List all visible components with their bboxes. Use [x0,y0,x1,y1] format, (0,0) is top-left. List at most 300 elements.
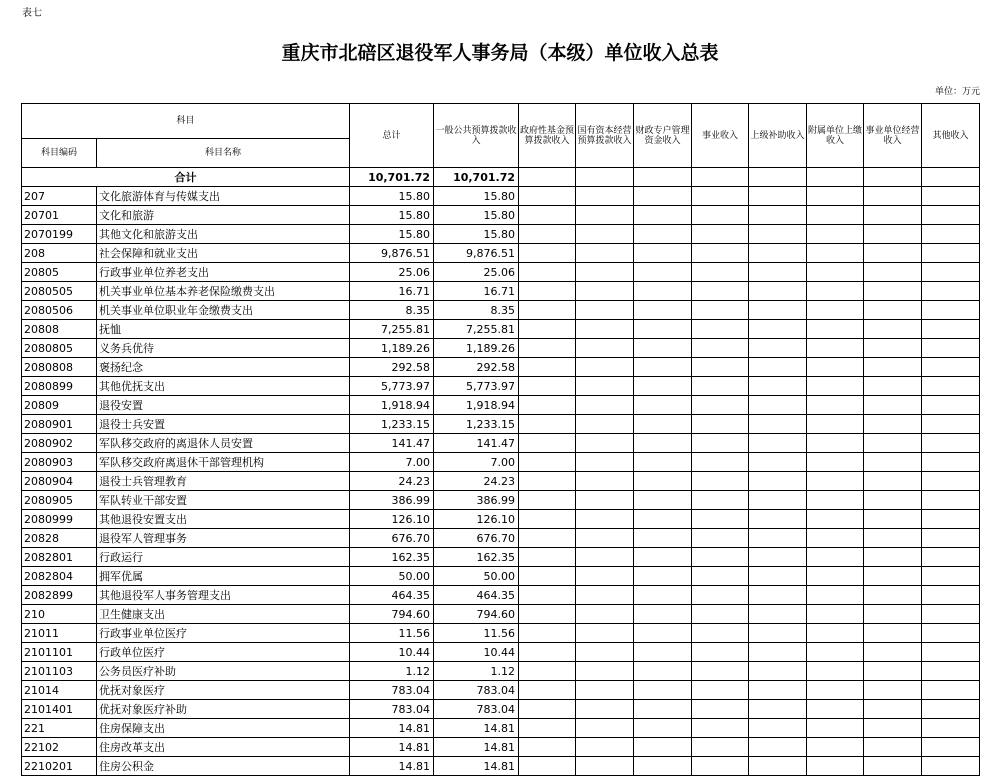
row-code: 20828 [22,529,97,548]
table-row [22,567,980,586]
row-code: 21014 [22,681,97,700]
table-row [22,719,980,738]
row-general: 10.44 [434,643,519,662]
table-row [22,358,980,377]
empty-cell [807,434,864,453]
header-affiliated: 附属单位上缴收入 [807,104,864,168]
empty-cell [519,187,576,206]
row-name: 其他退役安置支出 [97,510,350,529]
empty-cell [864,662,922,681]
table-row [22,320,980,339]
empty-cell [519,529,576,548]
empty-cell [807,757,864,776]
empty-cell [692,510,749,529]
row-total: 1,918.94 [350,396,434,415]
row-total: 126.10 [350,510,434,529]
empty-cell [634,700,692,719]
empty-cell [749,244,807,263]
empty-cell [749,206,807,225]
empty-cell [576,681,634,700]
empty-cell [864,738,922,757]
empty-cell [807,567,864,586]
row-code: 20809 [22,396,97,415]
empty-cell [576,510,634,529]
empty-cell [749,434,807,453]
row-total: 1.12 [350,662,434,681]
empty-cell [864,472,922,491]
table-row [22,548,980,567]
row-total: 14.81 [350,719,434,738]
empty-cell [576,643,634,662]
empty-cell [807,662,864,681]
empty-cell [692,719,749,738]
empty-cell [692,567,749,586]
empty-cell [749,377,807,396]
empty-cell [922,301,980,320]
empty-cell [692,187,749,206]
empty-cell [519,472,576,491]
page-title: 重庆市北碚区退役军人事务局（本级）单位收入总表 [281,42,719,64]
empty-cell [864,415,922,434]
row-total: 5,773.97 [350,377,434,396]
empty-cell [864,453,922,472]
empty-cell [864,491,922,510]
empty-cell [634,282,692,301]
empty-cell [922,358,980,377]
row-general: 783.04 [434,700,519,719]
empty-cell [922,510,980,529]
empty-cell [692,434,749,453]
row-general: 7,255.81 [434,320,519,339]
table-row [22,377,980,396]
row-code: 20808 [22,320,97,339]
row-name: 机关事业单位基本养老保险缴费支出 [97,282,350,301]
row-total: 15.80 [350,206,434,225]
empty-cell [576,757,634,776]
empty-cell [519,567,576,586]
empty-cell [922,377,980,396]
empty-cell [807,396,864,415]
row-general: 7.00 [434,453,519,472]
empty-cell [519,358,576,377]
row-total: 1,189.26 [350,339,434,358]
empty-cell [634,510,692,529]
empty-cell [519,396,576,415]
empty-cell [519,301,576,320]
total-row [22,168,980,187]
table-row [22,339,980,358]
empty-cell [519,586,576,605]
empty-cell [634,681,692,700]
empty-cell [634,339,692,358]
row-name: 褒扬纪念 [97,358,350,377]
row-code: 2101101 [22,643,97,662]
empty-cell [519,643,576,662]
empty-cell [749,548,807,567]
empty-cell [807,719,864,738]
row-total: 11.56 [350,624,434,643]
empty-cell [576,738,634,757]
empty-cell [576,700,634,719]
row-general: 141.47 [434,434,519,453]
empty-cell [807,377,864,396]
empty-cell [576,605,634,624]
row-total: 25.06 [350,263,434,282]
empty-cell [922,206,980,225]
table-row [22,225,980,244]
empty-cell [519,415,576,434]
row-name: 其他退役军人事务管理支出 [97,586,350,605]
row-general: 1,189.26 [434,339,519,358]
row-total: 50.00 [350,567,434,586]
row-total: 464.35 [350,586,434,605]
empty-cell [864,586,922,605]
row-general: 292.58 [434,358,519,377]
empty-cell [922,662,980,681]
empty-cell [922,681,980,700]
row-general: 25.06 [434,263,519,282]
row-code: 2080901 [22,415,97,434]
row-total: 7,255.81 [350,320,434,339]
empty-cell [807,586,864,605]
row-name: 退役军人管理事务 [97,529,350,548]
row-code: 2070199 [22,225,97,244]
empty-cell [634,434,692,453]
table-row [22,453,980,472]
row-code: 2080505 [22,282,97,301]
empty-cell [807,624,864,643]
empty-cell [864,567,922,586]
total-total: 10,701.72 [350,168,434,187]
row-general: 464.35 [434,586,519,605]
empty-cell [634,453,692,472]
row-total: 14.81 [350,757,434,776]
empty-cell [749,415,807,434]
empty-cell [692,453,749,472]
empty-cell [922,700,980,719]
empty-cell [864,434,922,453]
empty-cell [749,187,807,206]
empty-cell [519,263,576,282]
empty-cell [807,681,864,700]
empty-cell [519,700,576,719]
empty-cell [576,358,634,377]
empty-cell [519,757,576,776]
empty-cell [692,491,749,510]
row-code: 2080999 [22,510,97,529]
empty-cell [807,491,864,510]
row-general: 162.35 [434,548,519,567]
table-row [22,624,980,643]
table-row [22,472,980,491]
row-name: 机关事业单位职业年金缴费支出 [97,301,350,320]
empty-cell [922,529,980,548]
empty-cell [807,738,864,757]
empty-cell [922,491,980,510]
empty-cell [749,282,807,301]
row-name: 退役安置 [97,396,350,415]
empty-cell [519,244,576,263]
table-row [22,263,980,282]
table-row [22,491,980,510]
row-total: 14.81 [350,738,434,757]
empty-cell [634,206,692,225]
empty-cell [807,320,864,339]
row-total: 24.23 [350,472,434,491]
empty-cell [634,719,692,738]
row-name: 优抚对象医疗 [97,681,350,700]
empty-cell [692,377,749,396]
empty-cell [576,529,634,548]
empty-cell [692,415,749,434]
header-fund: 政府性基金预算拨款收入 [519,104,576,168]
empty-cell [749,757,807,776]
empty-cell [519,377,576,396]
row-code: 2082801 [22,548,97,567]
empty-cell [807,472,864,491]
empty-cell [692,643,749,662]
empty-cell [576,282,634,301]
empty-cell [749,301,807,320]
row-general: 16.71 [434,282,519,301]
empty-cell [807,529,864,548]
empty-cell [576,453,634,472]
row-name: 公务员医疗补助 [97,662,350,681]
empty-cell [634,396,692,415]
empty-cell [692,586,749,605]
row-total: 1,233.15 [350,415,434,434]
empty-cell [519,624,576,643]
empty-cell [634,757,692,776]
empty-cell [749,567,807,586]
row-code: 221 [22,719,97,738]
empty-cell [576,225,634,244]
empty-cell [692,472,749,491]
empty-cell [519,681,576,700]
row-code: 22102 [22,738,97,757]
empty-cell [576,567,634,586]
empty-cell [922,453,980,472]
total-label: 合计 [22,168,350,187]
empty-cell [692,358,749,377]
empty-cell [749,472,807,491]
row-total: 7.00 [350,453,434,472]
row-general: 15.80 [434,206,519,225]
empty-cell [634,472,692,491]
row-code: 2080808 [22,358,97,377]
empty-cell [807,415,864,434]
row-general: 794.60 [434,605,519,624]
empty-cell [922,719,980,738]
empty-cell [864,282,922,301]
empty-cell [634,548,692,567]
empty-cell [634,624,692,643]
empty-cell [749,339,807,358]
empty-cell [749,396,807,415]
row-name: 行政事业单位养老支出 [97,263,350,282]
row-general: 1.12 [434,662,519,681]
row-general: 14.81 [434,757,519,776]
empty-cell [749,605,807,624]
empty-cell [922,415,980,434]
header-code: 科目编码 [22,139,97,168]
table-row [22,529,980,548]
unit-label: 单位：万元 [934,87,980,97]
empty-cell [864,301,922,320]
empty-cell [749,719,807,738]
row-code: 207 [22,187,97,206]
table-row [22,757,980,776]
empty-cell [519,320,576,339]
row-name: 退役士兵管理教育 [97,472,350,491]
empty-cell [922,320,980,339]
empty-cell [519,605,576,624]
empty-cell [576,548,634,567]
empty-cell [576,187,634,206]
empty-cell [692,700,749,719]
empty-cell [864,206,922,225]
empty-cell [692,529,749,548]
table-row [22,206,980,225]
empty-cell [634,358,692,377]
empty-cell [576,491,634,510]
empty-cell [519,206,576,225]
empty-cell [519,225,576,244]
row-name: 其他文化和旅游支出 [97,225,350,244]
empty-cell [519,548,576,567]
empty-cell [634,605,692,624]
row-code: 2080904 [22,472,97,491]
row-name: 社会保障和就业支出 [97,244,350,263]
row-general: 11.56 [434,624,519,643]
row-code: 20805 [22,263,97,282]
empty-cell [576,320,634,339]
row-total: 292.58 [350,358,434,377]
row-general: 15.80 [434,187,519,206]
empty-cell [807,263,864,282]
empty-cell [749,662,807,681]
empty-cell [634,225,692,244]
empty-cell [576,396,634,415]
empty-cell [807,358,864,377]
header-total: 总计 [350,104,434,168]
row-general: 676.70 [434,529,519,548]
empty-cell [519,282,576,301]
empty-cell [576,377,634,396]
row-name: 抚恤 [97,320,350,339]
table-row [22,643,980,662]
empty-cell [692,263,749,282]
row-total: 15.80 [350,225,434,244]
row-code: 210 [22,605,97,624]
empty-cell [864,320,922,339]
row-general: 24.23 [434,472,519,491]
row-name: 行政运行 [97,548,350,567]
row-general: 783.04 [434,681,519,700]
row-general: 8.35 [434,301,519,320]
empty-cell [922,548,980,567]
row-total: 10.44 [350,643,434,662]
row-code: 20701 [22,206,97,225]
empty-cell [576,624,634,643]
row-total: 9,876.51 [350,244,434,263]
empty-cell [807,548,864,567]
empty-cell [576,586,634,605]
row-name: 住房公积金 [97,757,350,776]
row-total: 8.35 [350,301,434,320]
empty-cell [692,738,749,757]
empty-cell [634,643,692,662]
empty-cell [864,377,922,396]
row-name: 住房改革支出 [97,738,350,757]
empty-cell [807,643,864,662]
row-name: 退役士兵安置 [97,415,350,434]
row-name: 军队移交政府的离退休人员安置 [97,434,350,453]
empty-cell [864,358,922,377]
empty-cell [922,738,980,757]
table-row [22,738,980,757]
empty-cell [807,453,864,472]
empty-cell [749,586,807,605]
empty-cell [807,510,864,529]
empty-cell [634,491,692,510]
empty-cell [864,510,922,529]
empty-cell [692,320,749,339]
row-name: 行政事业单位医疗 [97,624,350,643]
empty-cell [922,263,980,282]
row-general: 1,918.94 [434,396,519,415]
empty-cell [807,244,864,263]
row-code: 2210201 [22,757,97,776]
row-general: 9,876.51 [434,244,519,263]
empty-cell [922,757,980,776]
row-general: 15.80 [434,225,519,244]
table-row [22,434,980,453]
empty-cell [634,244,692,263]
header-operation: 事业单位经营收入 [864,104,922,168]
empty-cell [807,301,864,320]
table-row [22,282,980,301]
empty-cell [864,757,922,776]
empty-cell [634,320,692,339]
empty-cell [692,605,749,624]
empty-cell [922,396,980,415]
row-code: 2080902 [22,434,97,453]
row-code: 21011 [22,624,97,643]
empty-cell [864,681,922,700]
empty-cell [519,662,576,681]
header-general: 一般公共预算拨款收入 [434,104,519,168]
empty-cell [692,548,749,567]
empty-cell [922,339,980,358]
row-general: 386.99 [434,491,519,510]
header-row-1 [22,104,980,139]
empty-cell [692,225,749,244]
empty-cell [807,700,864,719]
empty-cell [864,396,922,415]
empty-cell [864,529,922,548]
income-table [21,103,980,776]
row-total: 15.80 [350,187,434,206]
row-code: 2082899 [22,586,97,605]
row-total: 676.70 [350,529,434,548]
table-row [22,605,980,624]
empty-cell [519,434,576,453]
empty-cell [692,662,749,681]
row-name: 义务兵优待 [97,339,350,358]
row-general: 14.81 [434,738,519,757]
table-row [22,415,980,434]
